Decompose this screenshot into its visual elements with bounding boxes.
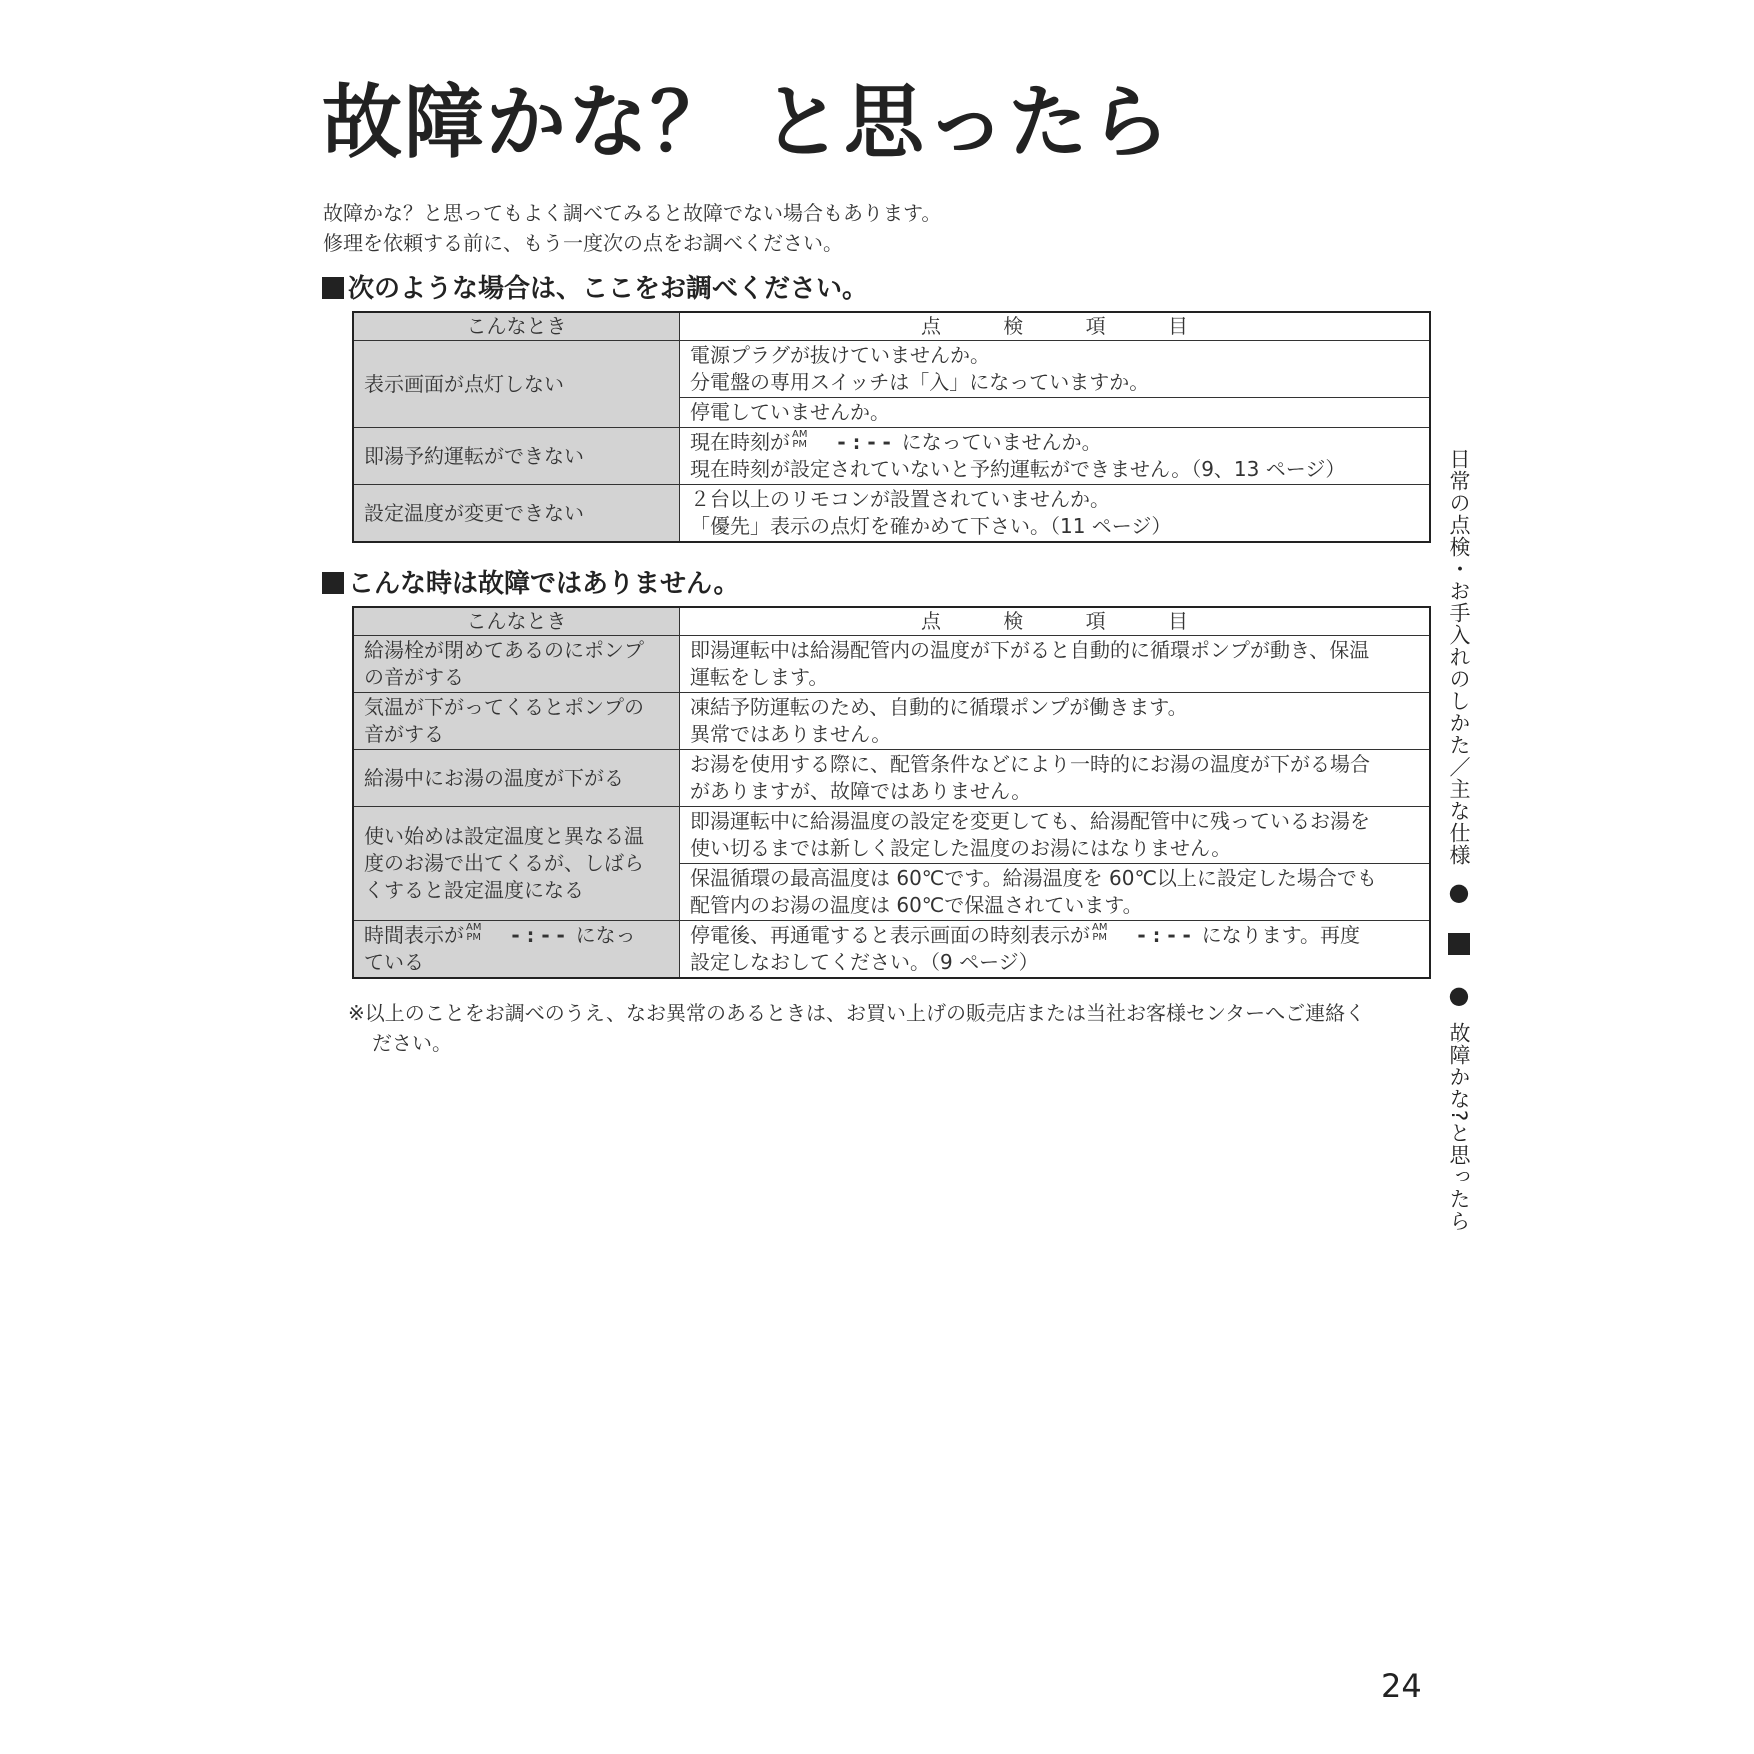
situation-line: 度のお湯で出てくるが、しばら	[364, 851, 644, 875]
check-cell	[680, 428, 1431, 485]
check-text: になります。再度	[1201, 923, 1361, 947]
time-display-blank: -:--	[835, 430, 896, 454]
check-line: 設定しなおしてください。（9 ページ）	[690, 950, 1039, 974]
intro-line: 故障かな？と思ってもよく調べてみると故障でない場合もあります。	[323, 201, 942, 225]
footnote-line: ださい。	[372, 1031, 452, 1055]
check-cell	[680, 921, 1431, 979]
check-line: 電源プラグが抜けていませんか。	[690, 343, 990, 367]
chapter-index-text: 日常の点検・お手入れのしかた／主な仕様	[1447, 448, 1471, 866]
circle-bullet-icon: ●	[1445, 981, 1473, 1010]
situation-line: ている	[364, 950, 424, 974]
table-header-row	[353, 312, 1430, 341]
check-line: 停電していませんか。	[690, 400, 890, 424]
check-line: がありますが、故障ではありません。	[690, 779, 1032, 803]
check-line: ２台以上のリモコンが設置されていませんか。	[690, 487, 1110, 511]
check-cell	[680, 636, 1431, 693]
am-pm-indicator-icon: AM PM	[792, 429, 808, 450]
circle-bullet-icon: ●	[1445, 878, 1473, 907]
square-bullet-icon	[322, 572, 344, 594]
check-line: 使い切るまでは新しく設定した温度のお湯にはなりません。	[690, 836, 1232, 860]
situation-cell	[353, 807, 680, 921]
column-header-check: 点 検 項 目	[680, 312, 1431, 341]
check-cell	[680, 398, 1431, 428]
chapter-index-tab	[1447, 448, 1471, 1232]
section-heading-not-fault	[322, 563, 740, 600]
check-cell	[680, 341, 1431, 398]
check-line	[690, 922, 1419, 949]
chapter-index-text: 故障かな?と思ったら	[1447, 1022, 1471, 1233]
check-line: 運転をします。	[690, 665, 829, 689]
time-display-blank: -:--	[509, 923, 570, 947]
column-header-situation: こんなとき	[353, 312, 680, 341]
intro-line: 修理を依頼する前に、もう一度次の点をお調べください。	[323, 231, 843, 255]
situation-line: 給湯中にお湯の温度が下がる	[364, 765, 624, 790]
not-fault-table	[352, 606, 1431, 979]
section-heading-check	[322, 268, 868, 305]
check-cell	[680, 485, 1431, 543]
footnote	[348, 998, 1365, 1058]
situation-cell	[353, 750, 680, 807]
time-display-blank: -:--	[1135, 923, 1196, 947]
check-cell	[680, 807, 1431, 864]
table-row	[353, 485, 1430, 543]
check-text: になっていませんか。	[901, 430, 1102, 454]
check-text: 現在時刻が	[690, 430, 790, 454]
intro-text	[323, 198, 941, 258]
section-heading-text: こんな時は故障ではありません。	[348, 569, 740, 599]
am-pm-indicator-icon: AM PM	[1092, 922, 1108, 943]
table-row	[353, 341, 1430, 398]
situation-cell	[353, 636, 680, 693]
check-cell	[680, 750, 1431, 807]
situation-cell: 設定温度が変更できない	[353, 485, 680, 543]
situation-line: 使い始めは設定温度と異なる温	[364, 824, 644, 848]
section-heading-text: 次のような場合は、ここをお調べください。	[348, 274, 869, 304]
square-bullet-icon	[322, 277, 344, 299]
situation-line: 音がする	[364, 722, 444, 746]
check-cell	[680, 864, 1431, 921]
check-line: お湯を使用する際に、配管条件などにより一時的にお湯の温度が下がる場合	[690, 752, 1370, 776]
square-marker-icon	[1448, 933, 1470, 955]
table-row	[353, 921, 1430, 979]
check-line: 即湯運転中に給湯温度の設定を変更しても、給湯配管中に残っているお湯を	[690, 809, 1370, 833]
am-pm-indicator-icon: AM PM	[466, 922, 482, 943]
situation-cell: 即湯予約運転ができない	[353, 428, 680, 485]
footnote-line: ※以上のことをお調べのうえ、なお異常のあるときは、お買い上げの販売店または当社お客様センターへご連絡く	[348, 1001, 1366, 1025]
check-line: 保温循環の最高温度は 60℃です。給湯温度を 60℃以上に設定した場合でも	[690, 866, 1377, 890]
situation-line	[364, 922, 669, 949]
situation-cell	[353, 921, 680, 979]
situation-line: の音がする	[364, 665, 464, 689]
check-line: 即湯運転中は給湯配管内の温度が下がると自動的に循環ポンプが動き、保温	[690, 638, 1370, 662]
check-line: 凍結予防運転のため、自動的に循環ポンプが働きます。	[690, 695, 1188, 719]
situation-cell: 表示画面が点灯しない	[353, 341, 680, 428]
table-header-row	[353, 607, 1430, 636]
situation-cell	[353, 693, 680, 750]
table-row	[353, 750, 1430, 807]
situation-line: 気温が下がってくるとポンプの	[364, 695, 644, 719]
check-text: 停電後、再通電すると表示画面の時刻表示が	[690, 923, 1090, 947]
table-row	[353, 807, 1430, 864]
column-header-check: 点 検 項 目	[680, 607, 1431, 636]
check-table	[352, 311, 1431, 543]
check-line: 異常ではありません。	[690, 722, 892, 746]
check-line	[690, 429, 1419, 456]
check-cell	[680, 693, 1431, 750]
page-title: 故障かな？ と思ったら	[322, 76, 1172, 169]
table-row	[353, 428, 1430, 485]
column-header-situation: こんなとき	[353, 607, 680, 636]
situation-line: くすると設定温度になる	[364, 878, 584, 902]
table-row	[353, 693, 1430, 750]
check-line: 分電盤の専用スイッチは「入」になっていますか。	[690, 370, 1150, 394]
table-row	[353, 636, 1430, 693]
situation-text: 時間表示が	[364, 923, 464, 947]
situation-line: 給湯栓が閉めてあるのにポンプ	[364, 638, 644, 662]
check-line: 配管内のお湯の温度は 60℃で保温されています。	[690, 893, 1143, 917]
check-line: 「優先」表示の点灯を確かめて下さい。（11 ページ）	[690, 514, 1172, 538]
check-line: 現在時刻が設定されていないと予約運転ができません。（9、13 ページ）	[690, 457, 1346, 481]
page-number: 24	[1381, 1667, 1422, 1705]
situation-text: になっ	[575, 923, 636, 947]
